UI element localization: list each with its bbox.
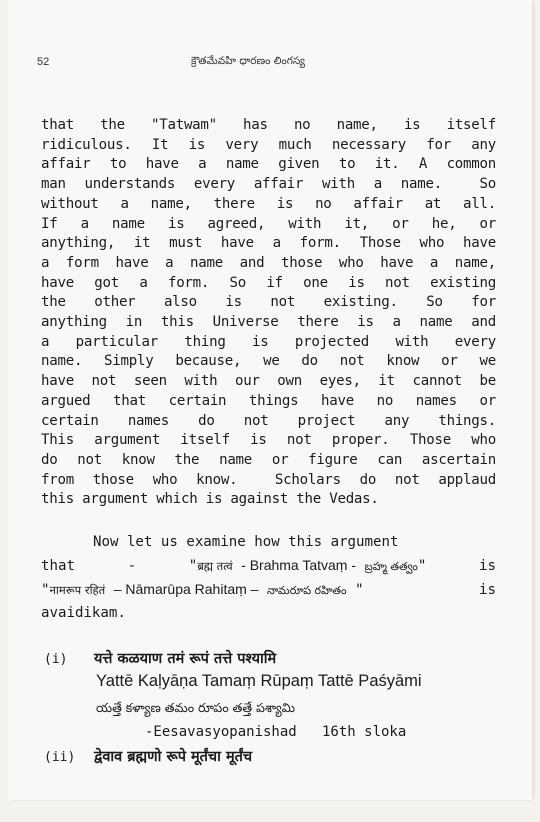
para2-line-text: Now let us examine how this argument: [93, 534, 399, 550]
verse-devanagari: यत्ते कळयाण तमं रूपं तत्ते पश्यामि: [94, 651, 277, 667]
that-word: that: [41, 558, 75, 574]
quote-mark: ": [188, 558, 198, 574]
body-line: anything in this Universe there is a name and: [41, 314, 496, 331]
quote-mark: ": [41, 582, 50, 598]
body-line: If a name is agreed, with it, or he, or: [41, 215, 496, 232]
is-word: is: [479, 582, 496, 598]
body-line: from those who know. Scholars do not applaud: [41, 471, 496, 488]
body-line: affair to have a name given to it. A common: [41, 156, 496, 173]
body-line: man understands every affair with a name. So: [41, 176, 496, 193]
para2-line: [41, 578, 496, 602]
quoted-term: [189, 554, 427, 578]
verse-1: [44, 648, 276, 668]
verse-label: (i): [44, 652, 68, 667]
body-line: the other also is not existing. So for: [41, 294, 496, 311]
para2-line: [41, 531, 496, 554]
telugu-term: నామరూప రహితం: [266, 584, 347, 597]
verse-1-roman: Yattē Kaḷyāṇa Tamaṃ Rūpaṃ Tattē Paśyāmi: [96, 672, 422, 690]
body-paragraph: [41, 116, 496, 510]
body-line: name. Simply because, we do not know or we: [41, 353, 496, 370]
body-line: that the "Tatwam" has no name, is itself: [41, 117, 496, 133]
devanagari-term: नामरूप रहितं: [49, 583, 106, 597]
is-word: is: [479, 558, 496, 574]
body-line: do not know the name or figure can ascertain: [41, 451, 496, 468]
para2-line: [41, 602, 496, 625]
verse-1-telugu: యత్తే కళ్యాణ తమం రూపం తత్తే పశ్యామి: [96, 700, 295, 715]
body-line: argued that certain things have no names or: [41, 392, 496, 409]
body-line: have not seen with our own eyes, it cannot be: [41, 373, 496, 390]
running-head: క్రౌతమేవహి ధారణం లింగస్య: [191, 55, 305, 67]
dash: -: [127, 558, 137, 574]
para2-line: [41, 554, 496, 578]
roman-term: - Brahma Tatvaṃ -: [241, 557, 357, 573]
body-line: certain names do not project any things.: [41, 412, 496, 429]
body-line: anything, it must have a form. Those who have: [41, 235, 496, 252]
para2-line-text: avaidikam.: [41, 605, 126, 621]
quoted-term: [41, 578, 364, 602]
roman-term: – Nāmarūpa Rahitaṃ –: [113, 581, 259, 597]
body-line: without a name, there is no affair at all.: [41, 195, 496, 212]
quote-mark: ": [417, 558, 427, 574]
quote-mark: ": [355, 582, 364, 598]
body-line: This argument itself is not proper. Those who: [41, 432, 496, 449]
body-line: this argument which is against the Vedas.: [41, 491, 379, 508]
telugu-term: బ్రహ్మ తత్వం: [364, 560, 418, 573]
verse-label: (ii): [44, 750, 76, 765]
body-line: have got a form. So if one is not existing: [41, 274, 496, 291]
body-line: ridiculous. It is very much necessary for any: [41, 136, 496, 153]
second-paragraph: [41, 531, 496, 625]
page-number: 52: [37, 56, 50, 68]
verse-2: [44, 746, 252, 766]
body-line: a particular thing is projected with every: [41, 333, 496, 350]
body-line: a form have a name and those who have a name,: [41, 254, 496, 271]
book-page: [8, 0, 532, 800]
devanagari-term: ब्रह्म तत्वं: [197, 559, 233, 573]
verse-1-source: -Eesavasyopanishad 16th sloka: [145, 724, 407, 740]
verse-devanagari: द्वेवाव ब्रह्मणो रूपे मूर्तंचा मूर्तंच: [94, 749, 253, 765]
